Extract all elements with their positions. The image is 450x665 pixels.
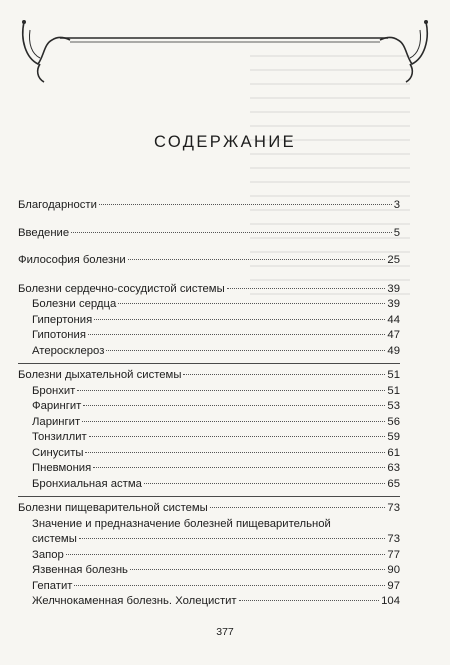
header-ornament [0, 0, 450, 100]
toc-subentry[interactable] [18, 415, 400, 431]
toc-entry-label-line2: системы [32, 533, 77, 545]
toc-subentry[interactable] [18, 461, 400, 477]
dot-leader [88, 334, 385, 335]
dot-leader [77, 390, 385, 391]
dot-leader [83, 405, 385, 406]
dot-leader [85, 452, 385, 453]
toc-entry-page: 5 [393, 226, 400, 239]
toc-entry-label: Введение [18, 226, 70, 239]
toc-entry-page: 97 [387, 579, 400, 592]
toc-entry-label: Бронхиальная астма [32, 477, 142, 490]
toc-subentry[interactable] [18, 594, 400, 610]
dot-leader [130, 569, 385, 570]
toc-heading: СОДЕРЖАНИЕ [153, 133, 297, 151]
toc-entry-label: Атеросклероз [32, 344, 105, 357]
toc-entry-page: 56 [387, 415, 400, 428]
toc-subentry[interactable] [18, 563, 400, 579]
dot-leader [227, 288, 386, 289]
toc-entry-label: Фарингит [32, 400, 82, 412]
toc-section[interactable] [18, 282, 400, 298]
page-number: 377 [216, 626, 234, 638]
toc-section[interactable] [18, 501, 400, 517]
section-divider [18, 496, 400, 497]
toc-subentry[interactable] [18, 430, 400, 446]
toc-entry-label: Тонзиллит [32, 431, 87, 443]
toc-entry-label: Синуситы [32, 446, 84, 459]
toc-subentry[interactable] [18, 313, 400, 329]
toc-entry-page: 39 [387, 298, 400, 310]
dot-leader [93, 467, 385, 468]
dot-leader [239, 600, 380, 601]
toc-entry[interactable] [18, 226, 400, 242]
toc-subentry[interactable] [18, 328, 400, 344]
toc-entry-label: Бронхит [32, 384, 76, 397]
toc-entry-page: 25 [387, 254, 400, 266]
toc-entry-page: 3 [393, 199, 400, 211]
dot-leader [89, 436, 386, 437]
toc-entry-label: Болезни сердца [32, 298, 117, 310]
dot-leader [94, 319, 385, 320]
toc-entry-page: 59 [387, 431, 400, 443]
dot-leader [74, 585, 385, 586]
toc-entry-page: 47 [387, 329, 400, 341]
toc-subentry[interactable] [18, 477, 400, 493]
toc-entry[interactable] [18, 198, 400, 214]
table-of-contents [18, 198, 400, 610]
toc-entry-page: 104 [381, 595, 400, 607]
toc-entry-label: Запор [32, 548, 64, 561]
dot-leader [128, 259, 386, 260]
toc-entry-page: 51 [387, 369, 400, 381]
toc-entry-label: Болезни пищеварительной системы [18, 502, 208, 514]
toc-entry-page: 90 [387, 564, 400, 576]
toc-subentry[interactable] [18, 399, 400, 415]
toc-entry-label: Гипотония [32, 329, 86, 341]
toc-entry-label: Философия болезни [18, 254, 126, 266]
toc-entry-page: 63 [387, 462, 400, 474]
toc-entry-page: 65 [387, 477, 400, 490]
toc-entry-label: Ларингит [32, 415, 81, 428]
toc-section[interactable] [18, 368, 400, 384]
toc-subentry[interactable] [18, 517, 400, 548]
dot-leader [82, 421, 385, 422]
toc-entry-page: 39 [387, 282, 400, 295]
dot-leader [210, 507, 386, 508]
dot-leader [99, 204, 392, 205]
toc-entry-label: Гепатит [32, 579, 73, 592]
toc-subentry[interactable] [18, 446, 400, 462]
section-divider [18, 363, 400, 364]
toc-entry-page: 73 [387, 533, 400, 545]
toc-entry[interactable] [18, 253, 400, 269]
toc-entry-label: Пневмония [32, 462, 92, 474]
toc-entry-page: 49 [387, 344, 400, 357]
dot-leader [118, 303, 385, 304]
toc-entry-page: 73 [387, 502, 400, 514]
dot-leader [71, 232, 392, 233]
toc-entry-label: Болезни дыхательной системы [18, 369, 182, 381]
dot-leader [183, 374, 385, 375]
dot-leader [106, 350, 385, 351]
toc-entry-page: 51 [387, 384, 400, 397]
toc-subentry[interactable] [18, 297, 400, 313]
toc-entry-page: 53 [387, 400, 400, 412]
dot-leader [144, 483, 386, 484]
toc-subentry[interactable] [18, 579, 400, 595]
toc-subentry[interactable] [18, 384, 400, 400]
toc-entry-page: 61 [387, 446, 400, 459]
toc-entry-page: 77 [387, 548, 400, 561]
toc-entry-label-line1: Значение и предназначение болезней пищеварительной [32, 517, 331, 530]
toc-entry-label: Гипертония [32, 313, 93, 326]
toc-subentry[interactable] [18, 344, 400, 360]
toc-entry-label: Язвенная болезнь [32, 564, 128, 576]
dot-leader [66, 554, 386, 555]
toc-subentry[interactable] [18, 548, 400, 564]
toc-entry-label: Болезни сердечно-сосудистой системы [18, 282, 225, 295]
dot-leader [79, 538, 386, 539]
toc-entry-label: Желчнокаменная болезнь. Холецистит [32, 595, 237, 607]
toc-entry-label: Благодарности [18, 199, 97, 211]
toc-entry-page: 44 [387, 313, 400, 326]
